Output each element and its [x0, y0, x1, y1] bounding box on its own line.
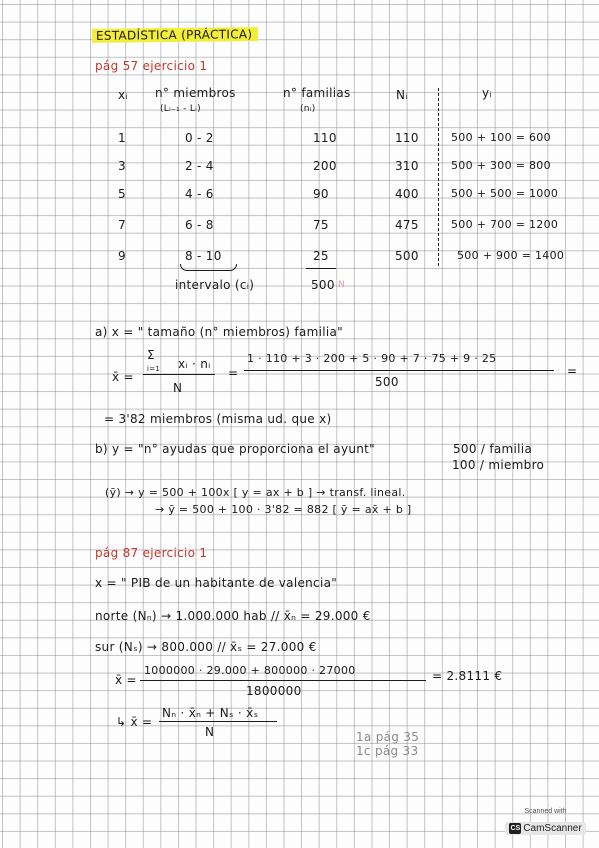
- fraction-line-c: [159, 721, 277, 722]
- mean-result: = 3'82 miembros (misma ud. que x): [104, 412, 332, 426]
- header-familias: n° familias: [283, 86, 351, 100]
- camscanner-badge: [504, 808, 587, 838]
- row5-N: 500: [395, 249, 419, 263]
- formula-prefix: ↳ x̄ =: [116, 715, 153, 729]
- interval-label: intervalo (cᵢ): [175, 278, 255, 292]
- sum-symbol: Σ: [147, 348, 155, 362]
- row4-y: 500 + 700 = 1200: [451, 218, 559, 231]
- camscanner-icon: CS: [510, 825, 521, 832]
- part-b-definition: b) y = "n° ayudas que proporciona el ayunt": [95, 442, 375, 456]
- expansion-numerator: 1 · 110 + 3 · 200 + 5 · 90 + 7 · 75 + 9 · 25: [247, 352, 497, 365]
- fraction-line-b: [140, 680, 426, 681]
- row3-interval: 4 - 6: [185, 187, 214, 201]
- column-divider: [438, 88, 439, 266]
- row1-n: 110: [313, 131, 337, 145]
- header-miembros: n° miembros: [155, 86, 236, 100]
- section2-heading: pág 87 ejercicio 1: [95, 546, 208, 560]
- sum-index: i=1: [147, 365, 161, 373]
- equals-a: =: [228, 366, 239, 380]
- row5-x: 9: [118, 249, 126, 263]
- sum-denominator: N: [173, 381, 183, 395]
- camscanner-logo: [505, 822, 585, 835]
- scanned-with-label: Scanned with: [524, 808, 567, 815]
- row4-interval: 6 - 8: [185, 218, 214, 232]
- row3-n: 90: [313, 187, 329, 201]
- row4-n: 75: [313, 218, 329, 232]
- row1-N: 110: [395, 131, 419, 145]
- row4-N: 475: [395, 218, 419, 232]
- formula-numerator: Nₙ · x̄ₙ + Nₛ · x̄ₛ: [162, 706, 259, 720]
- part-a-definition: a) x = " tamaño (n° miembros) familia": [95, 325, 343, 339]
- row2-N: 310: [395, 159, 419, 173]
- pib-result: = 2.8111 €: [432, 669, 503, 683]
- expansion-denominator: 500: [375, 375, 399, 389]
- row3-y: 500 + 500 = 1000: [451, 187, 559, 200]
- header-limits: (Lᵢ₋₁ - Lᵢ): [160, 104, 201, 114]
- aid-per-member: 100 / miembro: [452, 458, 545, 472]
- row1-x: 1: [118, 131, 126, 145]
- fraction-line-a1: [143, 374, 215, 375]
- section1-heading: pág 57 ejercicio 1: [95, 59, 208, 73]
- mean-symbol-2: x̄ =: [115, 673, 137, 687]
- row2-y: 500 + 300 = 800: [451, 159, 551, 172]
- row2-n: 200: [313, 159, 337, 173]
- interval-brace: [180, 264, 237, 271]
- sum-body: xᵢ · nᵢ: [178, 357, 211, 371]
- row2-x: 3: [118, 159, 126, 173]
- aid-per-family: 500 / familia: [453, 442, 533, 456]
- note-1c: 1c pág 33: [356, 744, 419, 758]
- row5-y: 500 + 900 = 1400: [457, 249, 565, 262]
- camscanner-brand: CamScanner: [523, 823, 582, 834]
- sur-line: sur (Nₛ) → 800.000 // x̄ₛ = 27.000 €: [95, 640, 317, 654]
- header-xi: xᵢ: [118, 88, 128, 102]
- linear-transform: (ȳ) → y = 500 + 100x [ y = ax + b ] → transf. lineal.: [105, 486, 406, 499]
- mean-symbol: x̄ =: [112, 370, 134, 384]
- header-ni: (nᵢ): [300, 104, 316, 114]
- total-rule: [306, 268, 336, 269]
- row3-x: 5: [118, 187, 126, 201]
- transform-mean: → ȳ = 500 + 100 · 3'82 = 882 [ ȳ = ax̄ + b ]: [155, 503, 412, 516]
- row2-interval: 2 - 4: [185, 159, 214, 173]
- total-value: 500: [311, 278, 335, 292]
- header-yi: yᵢ: [482, 86, 492, 100]
- row4-x: 7: [118, 218, 126, 232]
- pib-denominator: 1800000: [246, 684, 302, 698]
- x-definition: x = " PIB de un habitante de valencia": [95, 576, 338, 590]
- row5-interval: 8 - 10: [185, 249, 222, 263]
- note-1a: 1a pág 35: [356, 730, 420, 744]
- formula-denominator: N: [205, 725, 215, 739]
- norte-line: norte (Nₙ) → 1.000.000 hab // x̄ₙ = 29.000 €: [95, 609, 371, 623]
- row5-n: 25: [313, 249, 329, 263]
- pib-numerator: 1000000 · 29.000 + 800000 · 27000: [144, 664, 356, 677]
- equals-a2: =: [567, 364, 578, 378]
- row3-N: 400: [395, 187, 419, 201]
- header-Ni: Nᵢ: [396, 88, 408, 102]
- fraction-line-a2: [244, 370, 554, 371]
- row1-y: 500 + 100 = 600: [451, 131, 551, 144]
- row1-interval: 0 - 2: [185, 131, 214, 145]
- total-label: N: [338, 280, 346, 290]
- page-title: ESTADÍSTICA (PRÁCTICA): [92, 27, 259, 43]
